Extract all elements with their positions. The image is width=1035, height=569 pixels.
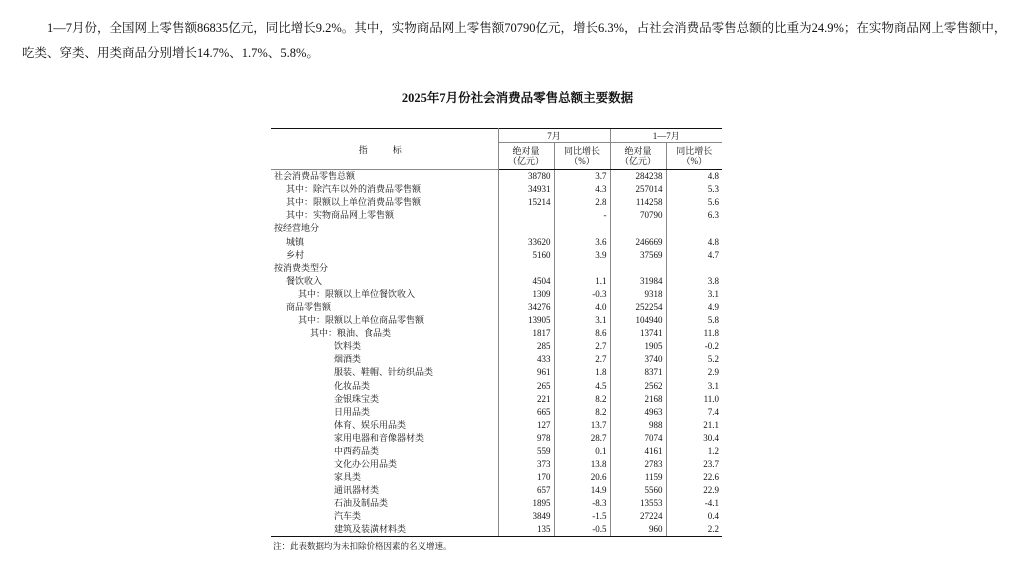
table-row bbox=[271, 209, 722, 222]
ytd-abs-cell: 114258 bbox=[610, 196, 666, 209]
ytd-abs-cell: 31984 bbox=[610, 274, 666, 287]
row-label: 其中：限额以上单位餐饮收入 bbox=[271, 287, 498, 300]
ytd-abs-cell bbox=[610, 222, 666, 235]
month-abs-cell: 4504 bbox=[532, 275, 551, 286]
ytd-yoy-cell: 2.2 bbox=[666, 523, 722, 536]
month-yoy-cell: 13.8 bbox=[554, 458, 610, 471]
ytd-abs-cell: 7074 bbox=[610, 431, 666, 444]
month-abs-cell: 127 bbox=[537, 419, 551, 430]
month-yoy-cell: 4.0 bbox=[554, 300, 610, 313]
table-row bbox=[271, 497, 722, 510]
ytd-yoy-cell bbox=[666, 261, 722, 274]
month-yoy-cell: 3.7 bbox=[554, 170, 610, 183]
month-abs-cell: 433 bbox=[537, 354, 551, 365]
month-abs-cell bbox=[498, 222, 554, 235]
ytd-yoy-header: 同比增长 （%） bbox=[666, 143, 722, 170]
ytd-yoy-cell: 7.4 bbox=[666, 405, 722, 418]
month-abs-cell: 135 bbox=[498, 523, 554, 536]
table-row bbox=[271, 353, 722, 366]
month-yoy-cell: 4.3 bbox=[554, 183, 610, 196]
retail-data-table bbox=[271, 128, 722, 537]
table-row bbox=[271, 261, 722, 274]
month-abs-cell: 285 bbox=[537, 341, 551, 352]
table-row bbox=[271, 235, 722, 248]
ytd-yoy-cell: 2.9 bbox=[666, 366, 722, 379]
month-yoy-cell bbox=[554, 261, 610, 274]
month-yoy-cell: -8.3 bbox=[554, 497, 610, 510]
month-yoy-cell: 14.9 bbox=[554, 484, 610, 497]
ytd-yoy-cell: 0.4 bbox=[666, 510, 722, 523]
table-row bbox=[271, 183, 722, 196]
table-row bbox=[271, 274, 722, 287]
indicator-header: 指 标 bbox=[271, 129, 498, 170]
table-row bbox=[271, 458, 722, 471]
ytd-yoy-cell: 30.4 bbox=[666, 431, 722, 444]
month-yoy-cell: 13.7 bbox=[554, 418, 610, 431]
table-row bbox=[271, 300, 722, 313]
row-label: 烟酒类 bbox=[271, 353, 498, 366]
month-abs-cell: 265 bbox=[537, 380, 551, 391]
row-label: 金银珠宝类 bbox=[271, 392, 498, 405]
ytd-yoy-cell: 23.7 bbox=[666, 458, 722, 471]
ytd-yoy-cell: 21.1 bbox=[666, 418, 722, 431]
month-abs-cell: 1895 bbox=[532, 498, 551, 509]
month-yoy-cell: - bbox=[554, 209, 610, 222]
month-abs-cell: 5160 bbox=[532, 249, 551, 260]
row-label: 社会消费品零售总额 bbox=[271, 170, 498, 183]
month-abs-cell: 961 bbox=[537, 367, 551, 378]
table-row bbox=[271, 444, 722, 457]
ytd-abs-header: 绝对量 （亿元） bbox=[610, 143, 666, 170]
ytd-abs-cell: 70790 bbox=[610, 209, 666, 222]
ytd-abs-cell: 4963 bbox=[610, 405, 666, 418]
ytd-header: 1—7月 bbox=[610, 129, 722, 143]
row-label: 饮料类 bbox=[271, 340, 498, 353]
month-abs-cell: 170 bbox=[537, 472, 551, 483]
footnote: 注：此表数据均为未扣除价格因素的名义增速。 bbox=[273, 541, 452, 551]
month-abs-cell bbox=[498, 209, 554, 222]
row-label: 文化办公用品类 bbox=[271, 458, 498, 471]
row-label: 日用品类 bbox=[271, 405, 498, 418]
ytd-abs-cell: 246669 bbox=[610, 235, 666, 248]
ytd-yoy-cell: 4.8 bbox=[666, 170, 722, 183]
ytd-abs-cell: 13553 bbox=[610, 497, 666, 510]
row-label: 家用电器和音像器材类 bbox=[271, 431, 498, 444]
month-abs-cell: 665 bbox=[537, 406, 551, 417]
month-yoy-cell: 2.7 bbox=[554, 353, 610, 366]
ytd-yoy-cell: 5.6 bbox=[666, 196, 722, 209]
month-yoy-cell: 2.8 bbox=[554, 196, 610, 209]
month-abs-cell: 15214 bbox=[528, 197, 551, 208]
ytd-abs-cell bbox=[610, 261, 666, 274]
table-row bbox=[271, 248, 722, 261]
row-label: 服装、鞋帽、针纺织品类 bbox=[271, 366, 498, 379]
month-yoy-cell: -0.3 bbox=[554, 287, 610, 300]
ytd-yoy-cell: 11.8 bbox=[666, 327, 722, 340]
table-row bbox=[271, 170, 722, 183]
table-row bbox=[271, 418, 722, 431]
month-abs-cell: 3849 bbox=[532, 511, 551, 522]
row-label: 其中：粮油、食品类 bbox=[271, 327, 498, 340]
month-yoy-cell: 3.6 bbox=[554, 235, 610, 248]
row-label: 中西药品类 bbox=[271, 444, 498, 457]
month-yoy-cell: 20.6 bbox=[554, 471, 610, 484]
ytd-yoy-cell: 22.9 bbox=[666, 484, 722, 497]
row-label: 其中：限额以上单位商品零售额 bbox=[271, 314, 498, 327]
month-yoy-cell: 8.2 bbox=[554, 392, 610, 405]
month-yoy-cell: 28.7 bbox=[554, 431, 610, 444]
month-abs-cell bbox=[498, 261, 554, 274]
row-label: 按消费类型分 bbox=[271, 261, 498, 274]
ytd-yoy-cell: 4.9 bbox=[666, 300, 722, 313]
ytd-yoy-cell: 1.2 bbox=[666, 444, 722, 457]
ytd-abs-cell: 2168 bbox=[610, 392, 666, 405]
ytd-abs-cell: 9318 bbox=[610, 287, 666, 300]
table-row bbox=[271, 196, 722, 209]
row-label: 商品零售额 bbox=[271, 300, 498, 313]
row-label: 体育、娱乐用品类 bbox=[271, 418, 498, 431]
month-abs-cell: 34276 bbox=[528, 301, 551, 312]
month-yoy-cell: 4.5 bbox=[554, 379, 610, 392]
row-label: 建筑及装潢材料类 bbox=[271, 523, 498, 536]
month-header: 7月 bbox=[498, 129, 610, 143]
ytd-yoy-cell: 4.8 bbox=[666, 235, 722, 248]
ytd-yoy-cell: 5.8 bbox=[666, 314, 722, 327]
table-row bbox=[271, 366, 722, 379]
ytd-yoy-cell: 11.0 bbox=[666, 392, 722, 405]
table-row bbox=[271, 523, 722, 536]
ytd-abs-cell: 27224 bbox=[610, 510, 666, 523]
month-abs-cell: 38780 bbox=[528, 171, 551, 182]
table-row bbox=[271, 510, 722, 523]
row-label: 其中：除汽车以外的消费品零售额 bbox=[271, 183, 498, 196]
table-row bbox=[271, 471, 722, 484]
month-yoy-cell: -0.5 bbox=[554, 523, 610, 536]
row-label: 化妆品类 bbox=[271, 379, 498, 392]
month-yoy-cell: 2.7 bbox=[554, 340, 610, 353]
table-row bbox=[271, 287, 722, 300]
table-row bbox=[271, 222, 722, 235]
row-label: 其中：限额以上单位消费品零售额 bbox=[271, 196, 498, 209]
row-label: 汽车类 bbox=[271, 510, 498, 523]
month-abs-cell: 373 bbox=[537, 459, 551, 470]
month-yoy-cell: 1.1 bbox=[554, 274, 610, 287]
row-label: 乡村 bbox=[271, 248, 498, 261]
month-yoy-cell: 8.6 bbox=[554, 327, 610, 340]
ytd-yoy-cell: 5.2 bbox=[666, 353, 722, 366]
ytd-yoy-cell: -4.1 bbox=[666, 497, 722, 510]
month-abs-cell: 34931 bbox=[528, 184, 551, 195]
ytd-abs-cell: 1905 bbox=[610, 340, 666, 353]
ytd-yoy-cell: 6.3 bbox=[666, 209, 722, 222]
month-abs-cell: 559 bbox=[537, 446, 551, 457]
month-abs-header: 绝对量 （亿元） bbox=[498, 143, 554, 170]
month-abs-cell: 657 bbox=[537, 485, 551, 496]
row-label: 通讯器材类 bbox=[271, 484, 498, 497]
ytd-yoy-cell: 5.3 bbox=[666, 183, 722, 196]
ytd-abs-cell: 2562 bbox=[610, 379, 666, 392]
row-label: 城镇 bbox=[271, 235, 498, 248]
ytd-abs-cell: 13741 bbox=[610, 327, 666, 340]
ytd-abs-cell: 988 bbox=[610, 418, 666, 431]
ytd-abs-cell: 104940 bbox=[610, 314, 666, 327]
ytd-yoy-cell bbox=[666, 222, 722, 235]
ytd-abs-cell: 252254 bbox=[610, 300, 666, 313]
row-label: 其中：实物商品网上零售额 bbox=[271, 209, 498, 222]
table-title: 2025年7月份社会消费品零售总额主要数据 bbox=[401, 91, 634, 105]
row-label: 餐饮收入 bbox=[271, 274, 498, 287]
month-yoy-cell: 3.1 bbox=[554, 314, 610, 327]
table-row bbox=[271, 379, 722, 392]
row-label: 家具类 bbox=[271, 471, 498, 484]
ytd-abs-cell: 257014 bbox=[610, 183, 666, 196]
month-abs-cell: 978 bbox=[537, 432, 551, 443]
ytd-abs-cell: 37569 bbox=[610, 248, 666, 261]
month-yoy-cell: 3.9 bbox=[554, 248, 610, 261]
month-abs-cell: 221 bbox=[537, 393, 551, 404]
month-yoy-header: 同比增长 （%） bbox=[554, 143, 610, 170]
table-row bbox=[271, 405, 722, 418]
ytd-abs-cell: 2783 bbox=[610, 458, 666, 471]
month-abs-cell: 1817 bbox=[532, 328, 551, 339]
month-yoy-cell: -1.5 bbox=[554, 510, 610, 523]
ytd-abs-cell: 5560 bbox=[610, 484, 666, 497]
ytd-abs-cell: 4161 bbox=[610, 444, 666, 457]
table-row bbox=[271, 314, 722, 327]
month-abs-cell: 1309 bbox=[532, 288, 551, 299]
ytd-abs-cell: 284238 bbox=[610, 170, 666, 183]
row-label: 按经营地分 bbox=[271, 222, 498, 235]
table-row bbox=[271, 327, 722, 340]
month-abs-cell: 33620 bbox=[528, 236, 551, 247]
table-row bbox=[271, 431, 722, 444]
ytd-abs-cell: 3740 bbox=[610, 353, 666, 366]
table-row bbox=[271, 392, 722, 405]
table-row bbox=[271, 484, 722, 497]
ytd-yoy-cell: 3.8 bbox=[666, 274, 722, 287]
ytd-yoy-cell: 4.7 bbox=[666, 248, 722, 261]
ytd-yoy-cell: 22.6 bbox=[666, 471, 722, 484]
ytd-yoy-cell: 3.1 bbox=[666, 287, 722, 300]
row-label: 石油及制品类 bbox=[271, 497, 498, 510]
month-yoy-cell: 8.2 bbox=[554, 405, 610, 418]
ytd-yoy-cell: -0.2 bbox=[666, 340, 722, 353]
intro-paragraph: 1—7月份，全国网上零售额86835亿元，同比增长9.2%。其中，实物商品网上零售额70790亿元，增长6.3%，占社会消费品零售总额的比重为24.9%；在实物商品网上零售额中，吃类、穿类、用类商品分别增长14.7%、1.7%、5.8%。 bbox=[22, 21, 1007, 60]
month-yoy-cell bbox=[554, 222, 610, 235]
month-yoy-cell: 0.1 bbox=[554, 444, 610, 457]
ytd-abs-cell: 8371 bbox=[610, 366, 666, 379]
month-abs-cell: 13905 bbox=[528, 315, 551, 326]
ytd-abs-cell: 960 bbox=[610, 523, 666, 536]
ytd-abs-cell: 1159 bbox=[610, 471, 666, 484]
month-yoy-cell: 1.8 bbox=[554, 366, 610, 379]
ytd-yoy-cell: 3.1 bbox=[666, 379, 722, 392]
table-row bbox=[271, 340, 722, 353]
